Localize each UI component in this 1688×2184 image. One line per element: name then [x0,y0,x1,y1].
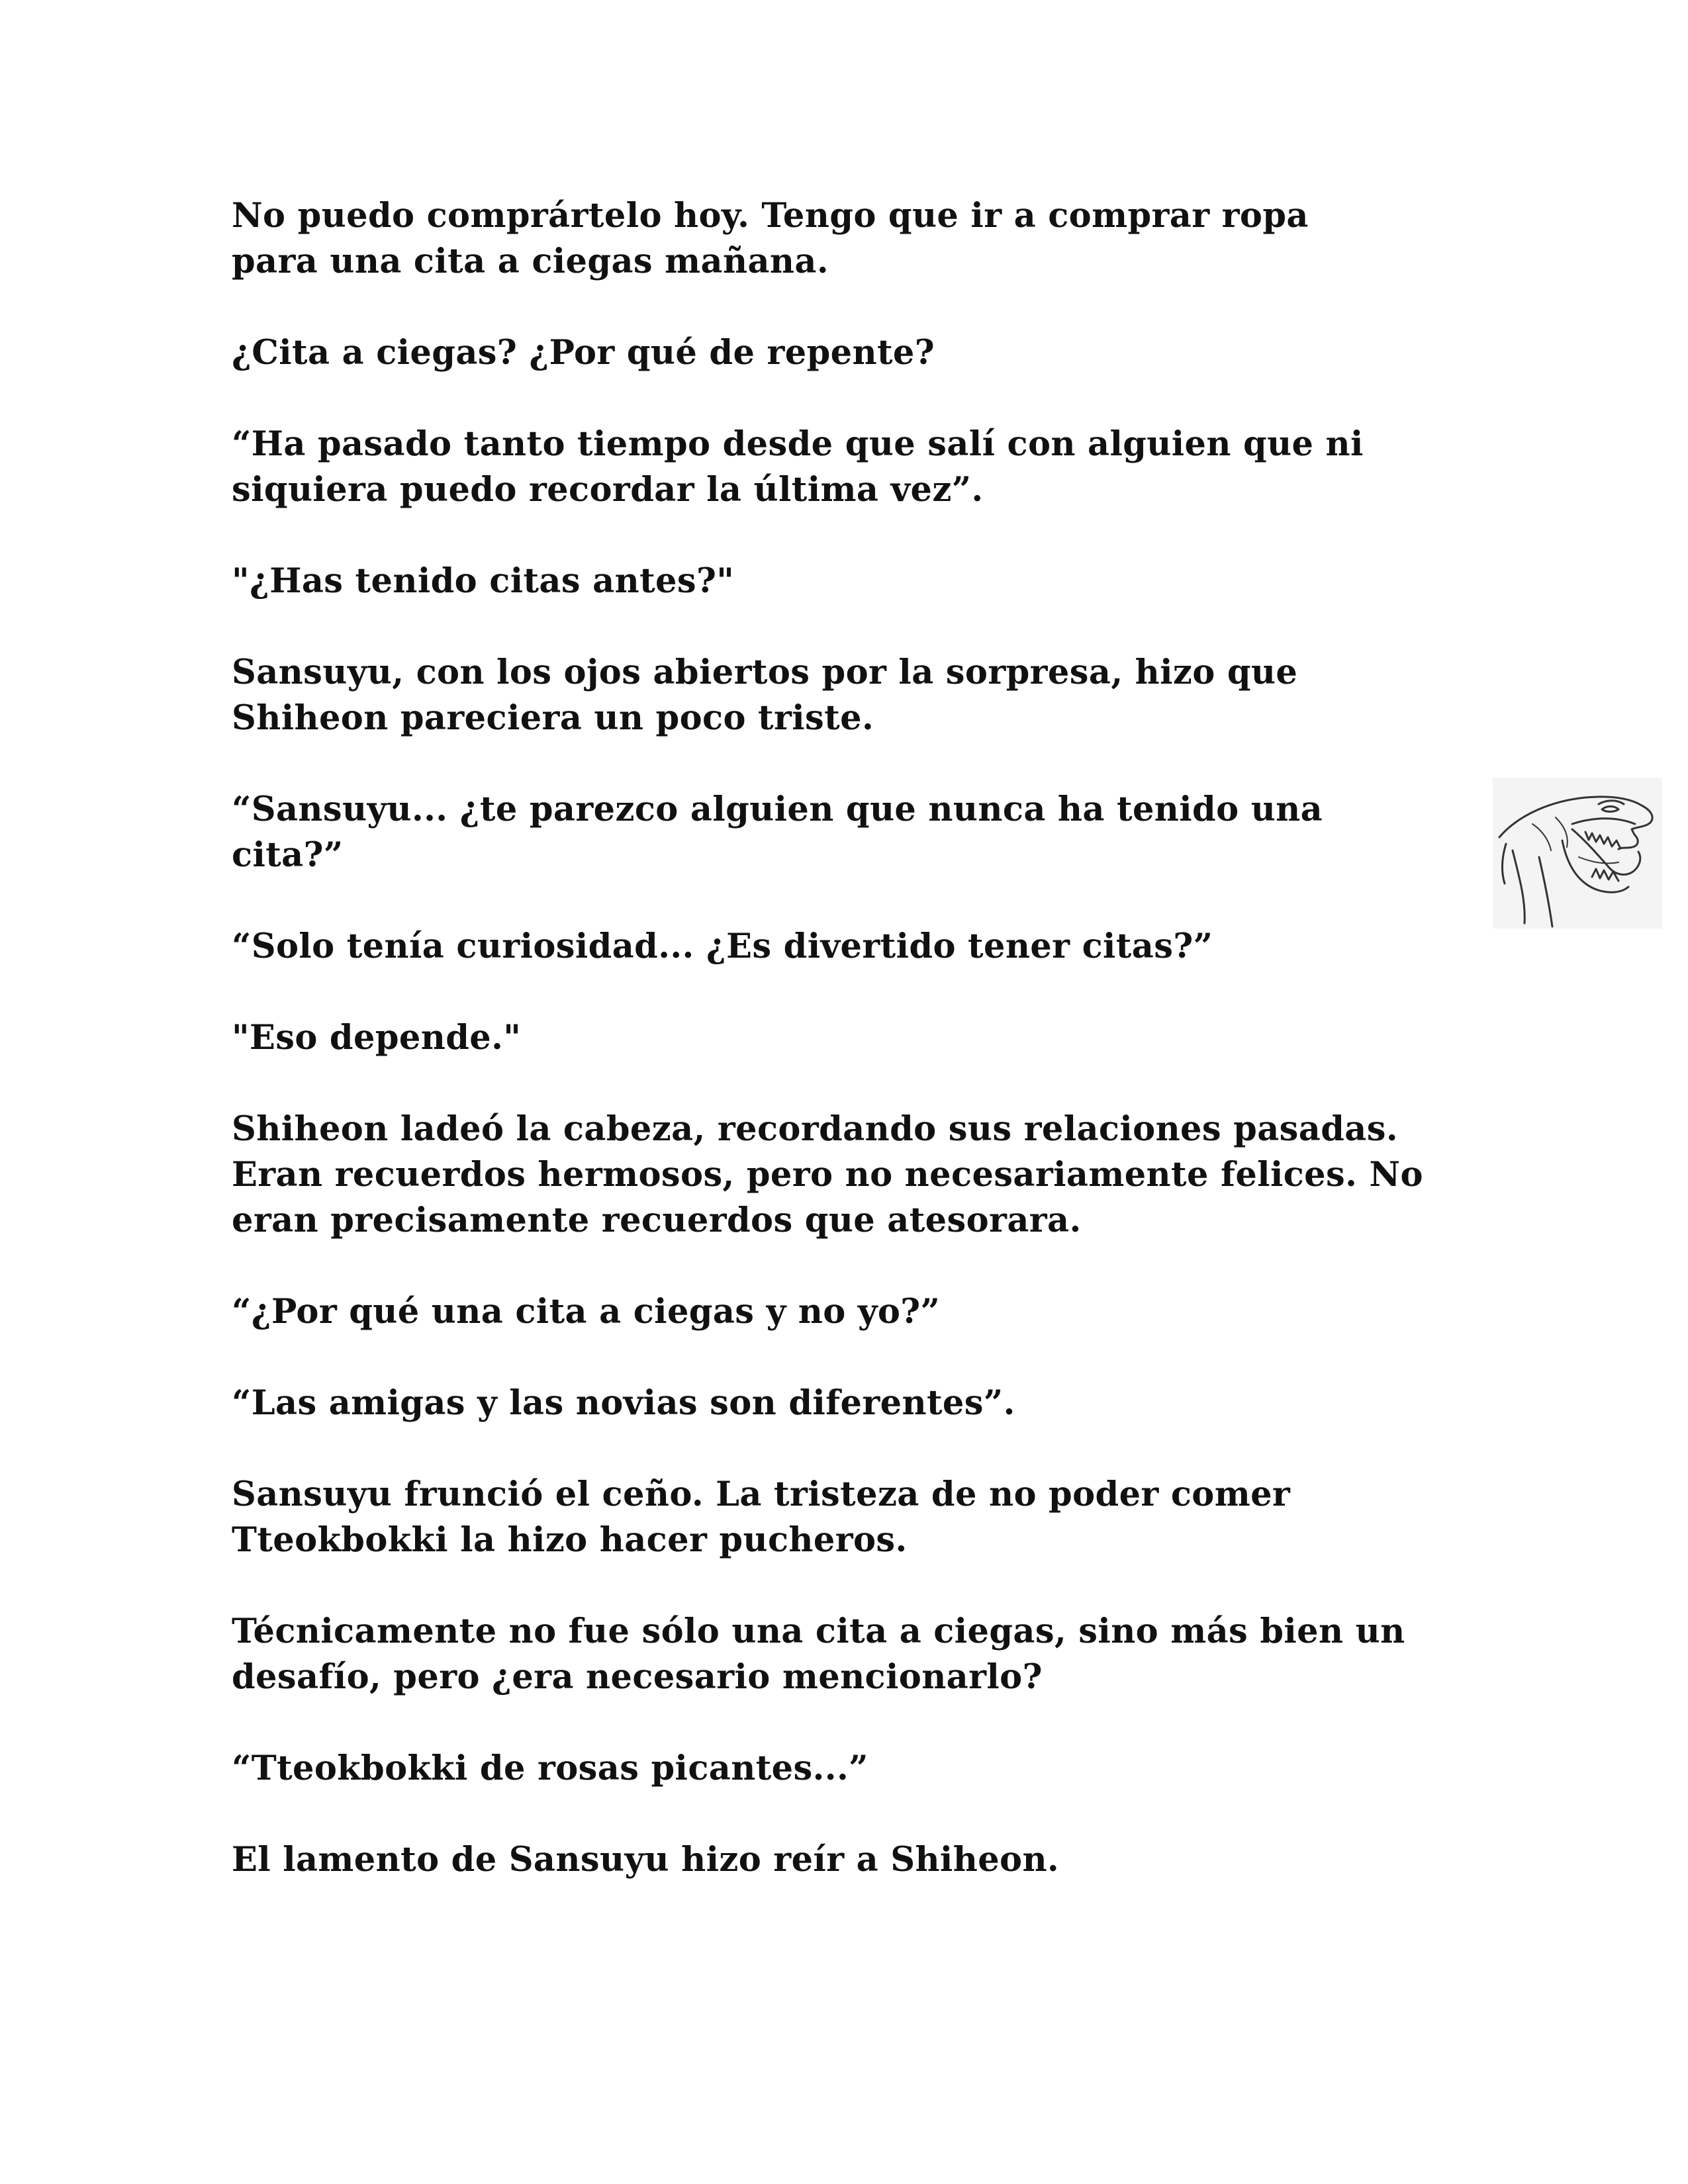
paragraph [232,650,1489,741]
paragraph [232,1609,1489,1700]
text-line: Shiheon pareciera un poco triste. [232,698,874,738]
text-line: "¿Has tenido citas antes?" [232,561,735,601]
text-line: “Sansuyu... ¿te parezco alguien que nunca ha tenido una [232,790,1323,829]
text-line: cita?” [232,835,344,875]
paragraph [232,1107,1489,1244]
text-line: “Solo tenía curiosidad... ¿Es divertido tener citas?” [232,927,1213,966]
text-line: El lamento de Sansuyu hizo reír a Shiheon. [232,1840,1060,1880]
text-line: ¿Cita a ciegas? ¿Por qué de repente? [232,333,935,373]
text-line: Sansuyu frunció el ceño. La tristeza de no poder comer [232,1475,1291,1514]
text-line: siquiera puedo recordar la última vez”. [232,470,984,510]
text-line: desafío, pero ¿era necesario mencionarlo? [232,1657,1043,1697]
text-line: Técnicamente no fue sólo una cita a ciegas, sino más bien un [232,1612,1405,1651]
text-line: Sansuyu, con los ojos abiertos por la sorpresa, hizo que [232,653,1298,692]
paragraph [232,1289,1489,1335]
paragraph [232,1746,1489,1792]
text-line: "Eso depende." [232,1018,522,1058]
paragraph [232,330,1489,376]
paragraph [232,787,1489,878]
text-line: “Ha pasado tanto tiempo desde que salí con alguien que ni [232,424,1364,464]
text-line: “¿Por qué una cita a ciegas y no yo?” [232,1292,941,1332]
paragraph [232,422,1489,513]
dinosaur-head-icon [1493,778,1662,929]
paragraph [232,1381,1489,1426]
text-line: eran precisamente recuerdos que atesorara. [232,1201,1082,1240]
paragraph [232,559,1489,604]
paragraph [232,193,1489,285]
story-text [232,193,1489,1883]
paragraph [232,1837,1489,1883]
paragraph [232,1472,1489,1563]
text-line: Eran recuerdos hermosos, pero no necesariamente felices. No [232,1155,1423,1195]
paragraph [232,1015,1489,1061]
text-line: “Tteokbokki de rosas picantes...” [232,1749,868,1788]
text-line: “Las amigas y las novias son diferentes”. [232,1383,1015,1423]
text-line: para una cita a ciegas mañana. [232,242,829,281]
text-line: Shiheon ladeó la cabeza, recordando sus relaciones pasadas. [232,1109,1399,1149]
paragraph [232,924,1489,970]
text-line: No puedo comprártelo hoy. Tengo que ir a comprar ropa [232,196,1309,236]
text-line: Tteokbokki la hizo hacer pucheros. [232,1520,908,1560]
